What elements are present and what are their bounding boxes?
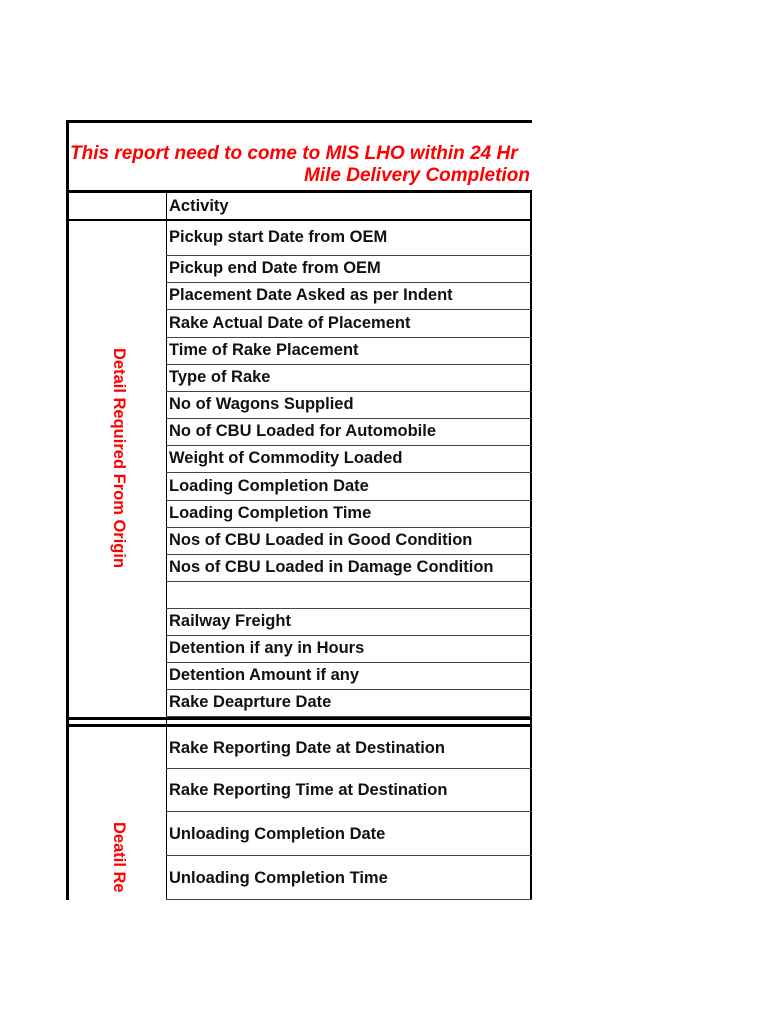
activity-row: No of CBU Loaded for Automobile [169,422,437,440]
activity-row: Placement Date Asked as per Indent [169,286,453,304]
left-border [66,120,69,900]
report-sheet [66,120,532,900]
destination-section-label: Deatil Re [110,822,128,893]
activity-row: Time of Rake Placement [169,341,359,359]
activity-row: Weight of Commodity Loaded [169,449,403,467]
report-title-line1: This report need to come to MIS LHO within 24 Hr [70,143,518,164]
activity-row: Unloading Completion Date [169,824,386,843]
activity-row: Detention Amount if any [169,666,360,684]
activity-row: Detention if any in Hours [169,639,365,657]
activity-row: Rake Actual Date of Placement [169,313,411,332]
activity-row: Pickup start Date from OEM [169,228,388,246]
report-title-line2: Mile Delivery Completion [304,165,530,186]
activity-row: Loading Completion Time [169,504,372,522]
activity-header: Activity [169,197,229,215]
activity-row: Loading Completion Date [169,476,369,495]
right-border [530,191,532,900]
activity-row: Pickup end Date from OEM [169,259,381,277]
column-divider [166,191,167,900]
activity-row: Nos of CBU Loaded in Good Condition [169,531,473,549]
top-border [66,120,532,123]
activity-row: Unloading Completion Time [169,868,388,887]
activity-row: Type of Rake [169,368,271,386]
activity-row: Nos of CBU Loaded in Damage Condition [169,558,494,576]
activity-row: Rake Reporting Date at Destination [169,738,445,757]
double-border-top [66,717,532,720]
row-border [166,716,532,717]
row-border [166,899,532,900]
activity-row: No of Wagons Supplied [169,395,354,413]
activity-row: Railway Freight [169,612,291,630]
activity-row [169,581,529,608]
activity-row: Rake Reporting Time at Destination [169,781,448,799]
activity-row: Rake Deaprture Date [169,693,332,711]
origin-section-label: Detail Required From Origin [110,348,128,569]
